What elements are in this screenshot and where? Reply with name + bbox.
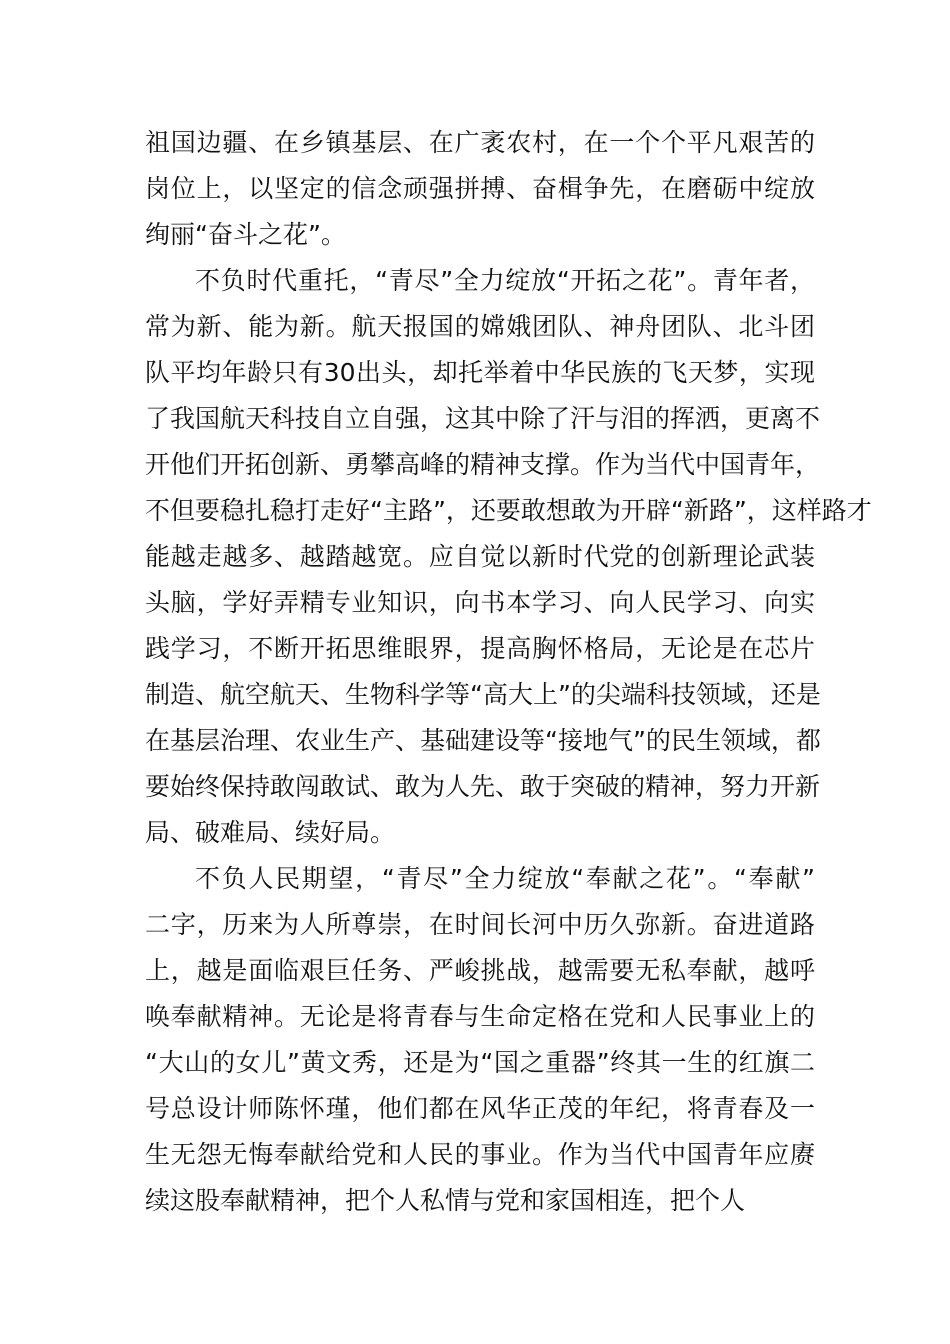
text-line: 号总设计师陈怀瑾，他们都在风华正茂的年纪，将青春及一 <box>145 1094 815 1123</box>
text-line: 续这股奉献精神，把个人私情与党和家国相连，把个人 <box>145 1186 746 1215</box>
text-line: 在基层治理、农业生产、基础建设等“接地气”的民生领域，都 <box>145 726 821 755</box>
text-line: 常为新、能为新。航天报国的嫦娥团队、神舟团队、北斗团 <box>145 312 815 341</box>
text-line: 要始终保持敢闯敢试、敢为人先、敢于突破的精神，努力开新 <box>145 772 821 801</box>
text-line: 祖国边疆、在乡镇基层、在广袤农村，在一个个平凡艰苦的 <box>145 128 815 157</box>
paragraph-first-line: 不负时代重托，“青尽”全力绽放“开拓之花”。青年者， <box>195 266 815 295</box>
text-line: 制造、航空航天、生物科学等“高大上”的尖端科技领域，还是 <box>145 680 821 709</box>
text-line: 生无怨无悔奉献给党和人民的事业。作为当代中国青年应赓 <box>145 1140 815 1169</box>
text-line: 岗位上，以坚定的信念顽强拼搏、奋楫争先，在磨砺中绽放 <box>145 174 815 203</box>
text-line: 上，越是面临艰巨任务、严峻挑战，越需要无私奉献，越呼 <box>145 956 815 985</box>
text-line: 不但要稳扎稳打走好“主路”，还要敢想敢为开辟“新路”，这样路才 <box>145 496 872 525</box>
text-line: 开他们开拓创新、勇攀高峰的精神支撑。作为当代中国青年， <box>145 450 821 479</box>
text-line: 局、破难局、续好局。 <box>145 818 396 847</box>
text-line: 能越走越多、越踏越宽。应自觉以新时代党的创新理论武装 <box>145 542 815 571</box>
text-line: 绚丽“奋斗之花”。 <box>145 220 346 249</box>
text-line: 践学习，不断开拓思维眼界，提高胸怀格局，无论是在芯片 <box>145 634 815 663</box>
body-text <box>145 120 872 1224</box>
text-line: 头脑，学好弄精专业知识，向书本学习、向人民学习、向实 <box>145 588 815 617</box>
text-line: “大山的女儿”黄文秀，还是为“国之重器”终其一生的红旗二 <box>145 1048 815 1077</box>
text-line: 了我国航天科技自立自强，这其中除了汗与泪的挥洒，更离不 <box>145 404 821 433</box>
text-line: 唤奉献精神。无论是将青春与生命定格在党和人民事业上的 <box>145 1002 815 1031</box>
text-line: 队平均年龄只有30出头，却托举着中华民族的飞天梦，实现 <box>145 358 815 387</box>
paragraph-first-line: 不负人民期望，“青尽”全力绽放“奉献之花”。“奉献” <box>195 864 815 893</box>
text-line: 二字，历来为人所尊崇，在时间长河中历久弥新。奋进道路 <box>145 910 815 939</box>
